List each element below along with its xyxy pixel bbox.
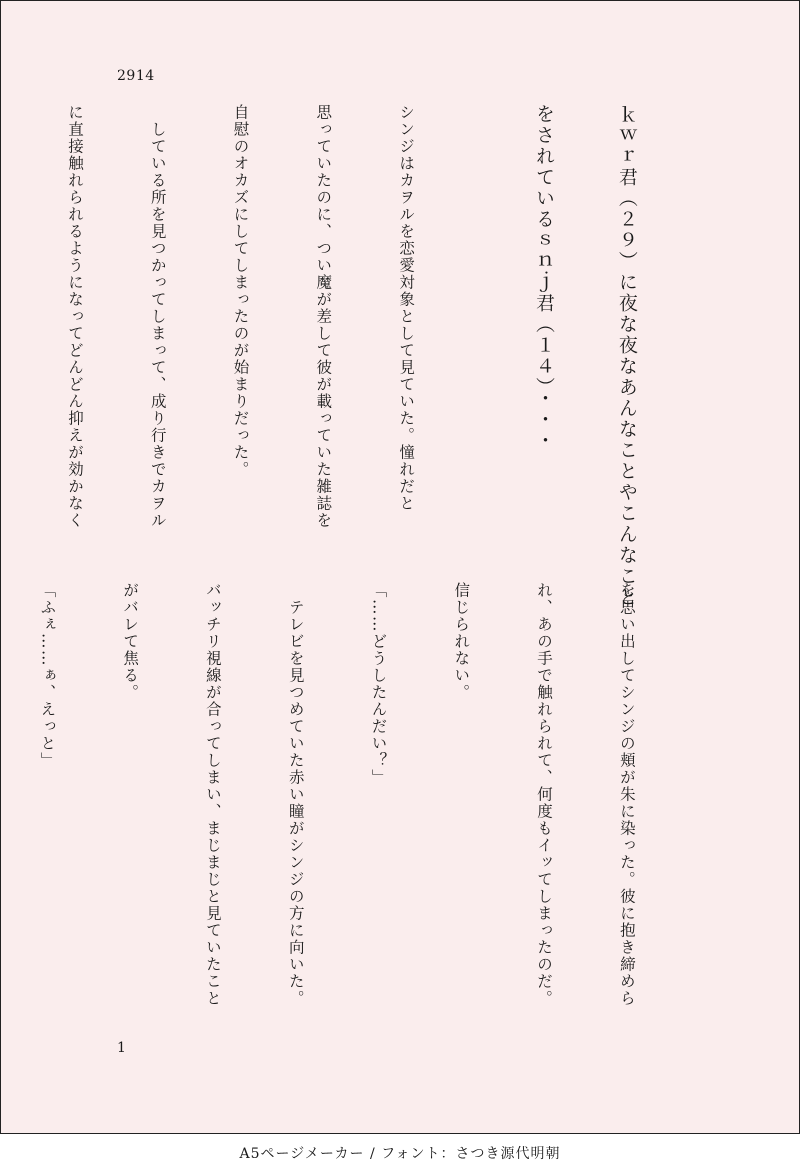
text-line: している所を見つかってしまって、成り行きでカヲル xyxy=(148,104,167,529)
page-label: 2914 xyxy=(117,68,155,84)
page-number: 1 xyxy=(117,1040,126,1056)
text-line: 信じられない。 xyxy=(452,582,471,701)
text-line: れ、あの手で触れられて、何度もイッてしまったのだ。 xyxy=(535,582,554,1007)
footer-credit: A5ページメーカー / フォント：さつき源代明朝 xyxy=(239,1146,561,1162)
upper-text-block xyxy=(65,104,695,608)
text-line: 自慰のオカズにしてしまったのが始まりだった。 xyxy=(231,104,250,478)
title-line: をされているｓｎｊ君（１４）・・・ xyxy=(533,104,556,452)
text-line: に直接触れられるようになってどんどん抑えが効かなく xyxy=(65,104,84,529)
text-line: テレビを見つめていた赤い瞳がシンジの方に向いた。 xyxy=(286,582,305,1007)
text-line: 思っていたのに、つい魔が差して彼が載っていた雑誌を xyxy=(314,104,333,529)
text-line: を思い出してシンジの頬が朱に染った。彼に抱き締めら xyxy=(617,582,636,1007)
text-line: 「ふぇ……ぁ、えっと」 xyxy=(38,582,57,769)
footer-bar xyxy=(0,1133,800,1172)
lower-text-block xyxy=(38,582,695,1030)
text-line: 「……どうしたんだい？」 xyxy=(369,582,388,786)
title-line: ｋｗｒ君（２９）に夜な夜なあんなことやこんなこと xyxy=(615,104,638,608)
text-line: シンジはカヲルを恋愛対象として見ていた。憧れだと xyxy=(397,104,416,512)
text-line: バッチリ視線が合ってしまい、まじまじと見ていたこと xyxy=(203,582,222,1007)
text-line xyxy=(0,104,5,564)
text-line: がバレて焦る。 xyxy=(121,582,140,701)
